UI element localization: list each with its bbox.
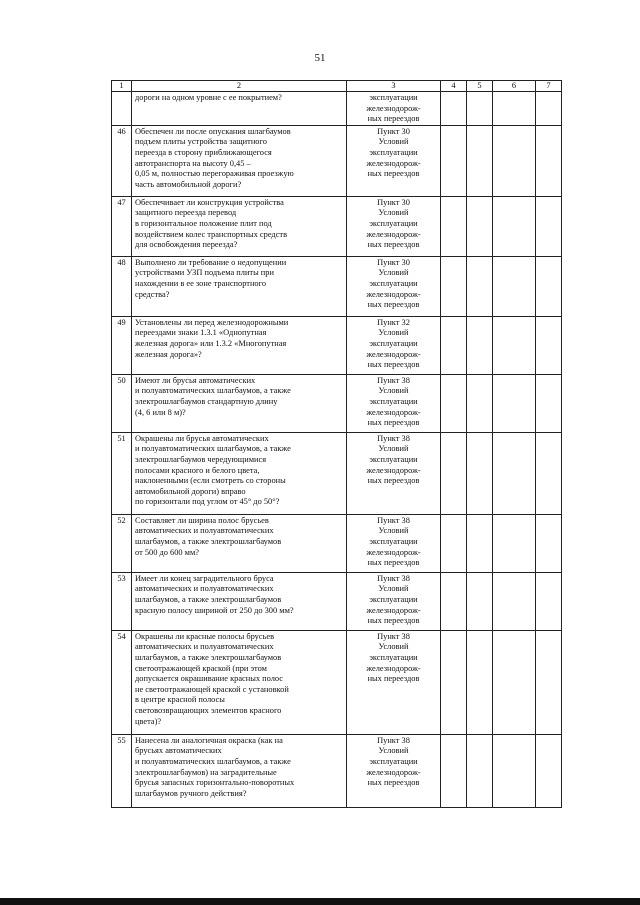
answer-cell-5[interactable]: [467, 374, 493, 432]
answer-cell-4[interactable]: [441, 316, 467, 374]
answer-cell-5[interactable]: [467, 514, 493, 572]
table-row: [112, 196, 562, 256]
answer-cell-7[interactable]: [536, 630, 562, 734]
scan-bottom-edge: [0, 898, 640, 905]
question-text: Выполнено ли требование о недопущении устройствами УЗП подъема плиты при нахождении в ее зоне транспортного средства?: [132, 256, 347, 316]
question-text: Имеет ли конец заградительного бруса автоматических и полуавтоматических шлагбаумов, а также электрошлагбаумов красную полосу шириной от 250 до 300 мм?: [132, 572, 347, 630]
reference-text: Пункт 38 Условий эксплуатации железнодорож- ных переездов: [347, 734, 441, 807]
answer-cell-4[interactable]: [441, 256, 467, 316]
answer-cell-5[interactable]: [467, 734, 493, 807]
answer-cell-4[interactable]: [441, 432, 467, 514]
reference-text: Пункт 38 Условий эксплуатации железнодорож- ных переездов: [347, 432, 441, 514]
answer-cell-7[interactable]: [536, 92, 562, 126]
answer-cell-6[interactable]: [493, 316, 536, 374]
page-number: 51: [314, 52, 326, 64]
answer-cell-6[interactable]: [493, 432, 536, 514]
table-row: [112, 572, 562, 630]
row-number: 48: [112, 256, 132, 316]
question-text: Нанесена ли аналогичная окраска (как на брусьях автоматических и полуавтоматических шлагбаумов, а также электрошлагбаумов) на заградительные брусья запасных горизонтально-поворотных шлагбаумов ручного действия?: [132, 734, 347, 807]
answer-cell-7[interactable]: [536, 432, 562, 514]
row-number: 46: [112, 125, 132, 196]
answer-cell-7[interactable]: [536, 256, 562, 316]
reference-text: Пункт 30 Условий эксплуатации железнодорож- ных переездов: [347, 125, 441, 196]
answer-cell-7[interactable]: [536, 572, 562, 630]
answer-cell-4[interactable]: [441, 734, 467, 807]
question-text: Составляет ли ширина полос брусьев автоматических и полуавтоматических шлагбаумов, а также электрошлагбаумов от 500 до 600 мм?: [132, 514, 347, 572]
answer-cell-4[interactable]: [441, 374, 467, 432]
table-row: [112, 92, 562, 126]
answer-cell-4[interactable]: [441, 630, 467, 734]
table-row: [112, 316, 562, 374]
answer-cell-5[interactable]: [467, 196, 493, 256]
row-number: 52: [112, 514, 132, 572]
answer-cell-6[interactable]: [493, 196, 536, 256]
question-text: Установлены ли перед железнодорожными переездами знаки 1.3.1 «Однопутная железная дорога» или 1.3.2 «Многопутная железная дорога»?: [132, 316, 347, 374]
checklist-table: [111, 80, 562, 808]
question-text: Обеспечен ли после опускания шлагбаумов подъем плиты устройства защитного переезда в сторону приближающегося автотранспорта на высоту 0,45 – 0,05 м, полностью перегораживая проезжую часть автомобильной дороги?: [132, 125, 347, 196]
answer-cell-6[interactable]: [493, 92, 536, 126]
answer-cell-5[interactable]: [467, 572, 493, 630]
answer-cell-4[interactable]: [441, 125, 467, 196]
row-number: 49: [112, 316, 132, 374]
answer-cell-5[interactable]: [467, 256, 493, 316]
table-row: [112, 256, 562, 316]
answer-cell-4[interactable]: [441, 572, 467, 630]
table-row: [112, 125, 562, 196]
answer-cell-7[interactable]: [536, 125, 562, 196]
reference-text: эксплуатации железнодорож- ных переездов: [347, 92, 441, 126]
reference-text: Пункт 38 Условий эксплуатации железнодорож- ных переездов: [347, 572, 441, 630]
answer-cell-5[interactable]: [467, 92, 493, 126]
header-col-3: 3: [347, 81, 441, 92]
table-row: [112, 374, 562, 432]
header-col-6: 6: [493, 81, 536, 92]
question-text: Окрашены ли красные полосы брусьев автоматических и полуавтоматических шлагбаумов, а также электрошлагбаумов светоотражающей краской (при этом допускается окрашивание красных полос не светоотражающей краской с установкой в центре красной полосы световозвращающих элементов красного цвета)?: [132, 630, 347, 734]
row-number: [112, 92, 132, 126]
table-row: [112, 514, 562, 572]
answer-cell-4[interactable]: [441, 514, 467, 572]
reference-text: Пункт 38 Условий эксплуатации железнодорож- ных переездов: [347, 630, 441, 734]
reference-text: Пункт 30 Условий эксплуатации железнодорож- ных переездов: [347, 256, 441, 316]
answer-cell-6[interactable]: [493, 514, 536, 572]
row-number: 50: [112, 374, 132, 432]
row-number: 55: [112, 734, 132, 807]
answer-cell-5[interactable]: [467, 125, 493, 196]
reference-text: Пункт 38 Условий эксплуатации железнодорож- ных переездов: [347, 514, 441, 572]
header-col-2: 2: [132, 81, 347, 92]
header-row: [112, 81, 562, 92]
header-col-7: 7: [536, 81, 562, 92]
answer-cell-7[interactable]: [536, 196, 562, 256]
header-col-5: 5: [467, 81, 493, 92]
answer-cell-6[interactable]: [493, 734, 536, 807]
reference-text: Пункт 32 Условий эксплуатации железнодорож- ных переездов: [347, 316, 441, 374]
answer-cell-5[interactable]: [467, 630, 493, 734]
table-row: [112, 432, 562, 514]
answer-cell-7[interactable]: [536, 734, 562, 807]
answer-cell-7[interactable]: [536, 374, 562, 432]
question-text: дороги на одном уровне с ее покрытием?: [132, 92, 347, 126]
row-number: 54: [112, 630, 132, 734]
header-col-4: 4: [441, 81, 467, 92]
answer-cell-4[interactable]: [441, 92, 467, 126]
answer-cell-5[interactable]: [467, 432, 493, 514]
answer-cell-5[interactable]: [467, 316, 493, 374]
answer-cell-6[interactable]: [493, 374, 536, 432]
answer-cell-6[interactable]: [493, 572, 536, 630]
answer-cell-7[interactable]: [536, 316, 562, 374]
answer-cell-6[interactable]: [493, 125, 536, 196]
question-text: Обеспечивает ли конструкция устройства защитного переезда перевод в горизонтальное положение плит под воздействием колес транспортных средств для освобождения переезда?: [132, 196, 347, 256]
answer-cell-4[interactable]: [441, 196, 467, 256]
table-row: [112, 630, 562, 734]
table-row: [112, 734, 562, 807]
question-text: Имеют ли брусья автоматических и полуавтоматических шлагбаумов, а также электрошлагбаумов стандартную длину (4, 6 или 8 м)?: [132, 374, 347, 432]
answer-cell-6[interactable]: [493, 630, 536, 734]
reference-text: Пункт 30 Условий эксплуатации железнодорож- ных переездов: [347, 196, 441, 256]
answer-cell-7[interactable]: [536, 514, 562, 572]
row-number: 53: [112, 572, 132, 630]
header-col-1: 1: [112, 81, 132, 92]
question-text: Окрашены ли брусья автоматических и полуавтоматических шлагбаумов, а также электрошлагбаумов чередующимися полосами красного и белого цвета, наклоненными (если смотреть со стороны автомобильной дороги) вправо по горизонтали под углом от 45° до 50°?: [132, 432, 347, 514]
answer-cell-6[interactable]: [493, 256, 536, 316]
row-number: 47: [112, 196, 132, 256]
reference-text: Пункт 38 Условий эксплуатации железнодорож- ных переездов: [347, 374, 441, 432]
row-number: 51: [112, 432, 132, 514]
